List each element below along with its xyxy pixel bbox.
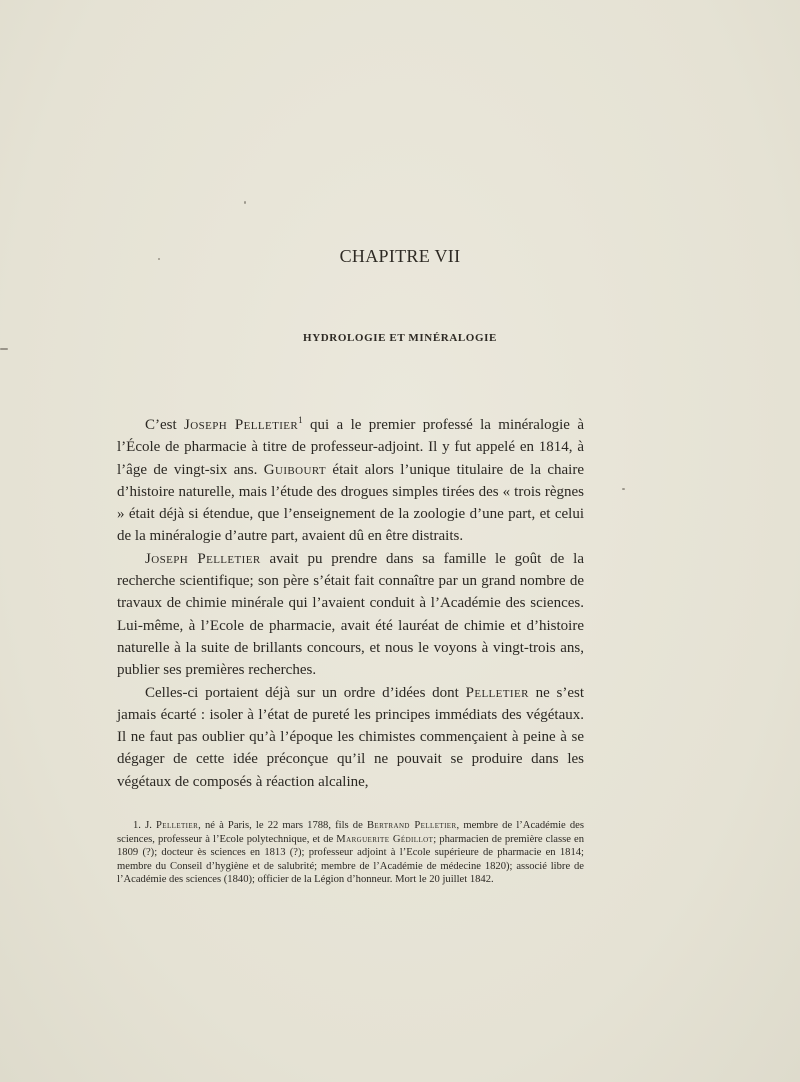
person-name: Guibourt [263,461,327,478]
paper-speck [622,488,625,490]
person-name: Marguerite Gédillot [336,833,434,845]
footnotes [117,819,584,887]
person-name: Pelletier [156,820,199,831]
footnote-ref: 1 [298,415,303,425]
paragraph: C’est Joseph Pelletier$^1$ qui a le premier professé la minéralogie à l’École de pharmacie à titre de professeur-adjoint. Il y fut appelé en 1814, à l’âge de vingt-six ans. Guibourt était alors l’unique titulaire de la chaire d’histoire naturelle, mais l’étude des drogues simples tirées des « trois règnes » était déjà si étendue, que l’enseignement de la zoologie d’une part, et celui de la minéralogie d’autre part, avaient dû en être distraits. [117,415,585,545]
chapter-subtitle: HYDROLOGIE ET MINÉRALOGIE [303,332,497,344]
paragraph: Joseph Pelletier avait pu prendre dans sa famille le goût de la recherche scientifique; son père s’était fait connaître par un grand nombre de travaux de chimie minérale qui l’avaient conduit à l’Académie des sciences. Lui-même, à l’Ecole de pharmacie, avait été lauréat de chimie et d’histoire naturelle à la suite de brillants concours, et nous le voyons à vingt-trois ans, publier ses premières recherches. [117,550,584,679]
paper-speck [244,201,246,204]
paragraph: Celles-ci portaient déjà sur un ordre d’idées dont Pelletier ne s’est jamais écarté : isoler à l’état de pureté les principes immédiats des végétaux. Il ne faut pas oublier qu’à l’époque les chimistes commençaient à peine à se dégager de cette idée préconçue qu’il ne pouvait se produire dans les végétaux de composés à réaction alcaline, [117,684,584,790]
paper-speck [0,348,8,350]
chapter-title: CHAPITRE VII [339,246,461,266]
person-name: Bertrand Pelletier [366,820,457,831]
person-name: Joseph Pelletier [145,550,261,567]
footnote: 1. J. Pelletier, né à Paris, le 22 mars 1788, fils de Bertrand Pelletier, membre de l’Académie des sciences, professeur à l’Ecole polytechnique, et de Marguerite Gédillot; pharmacien de première classe en 1809 (?); docteur ès sciences en 1813 (?); professeur adjoint à l’Ecole supérieure de pharmacie en 1814; membre du Conseil d’hygiène et de salubrité; membre de l’Académie de médecine 1820); associé libre de l’Académie des sciences (1840); officier de la Légion d’honneur. Mort le 20 juillet 1842. [117,820,585,886]
person-name: Pelletier [465,684,529,701]
body-text [117,409,584,793]
person-name: Joseph Pelletier [184,417,299,433]
